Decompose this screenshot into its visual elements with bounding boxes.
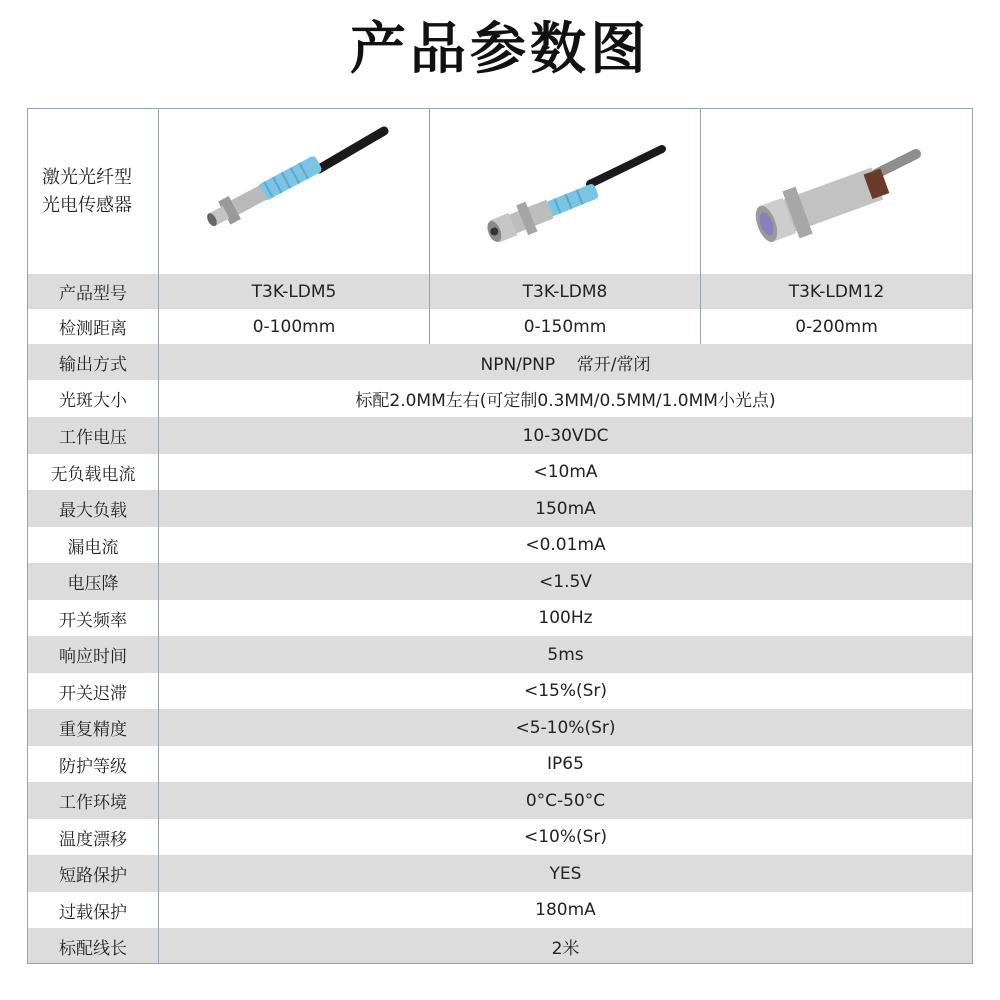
- spec-row: [28, 417, 972, 454]
- spec-row: [28, 855, 972, 892]
- model-row: [28, 274, 972, 309]
- spec-row: [28, 928, 972, 964]
- sensor-type-label: [28, 109, 159, 274]
- spec-label: 响应时间: [28, 636, 159, 673]
- spec-label: 温度漂移: [28, 819, 159, 855]
- spec-row: [28, 563, 972, 600]
- spec-value: 100Hz: [538, 608, 593, 628]
- range-label: 检测距离: [28, 309, 159, 344]
- spec-row: [28, 746, 972, 782]
- model-value-2: T3K-LDM8: [430, 274, 701, 309]
- sensor-m5-image: [159, 109, 430, 274]
- model-value-1: T3K-LDM5: [159, 274, 430, 309]
- spec-row: [28, 709, 972, 746]
- spec-label: 标配线长: [28, 928, 159, 964]
- model-label: 产品型号: [28, 274, 159, 309]
- spec-value: <1.5V: [539, 571, 592, 592]
- spec-value: 2米: [551, 938, 580, 959]
- range-value-3: 0-200mm: [795, 316, 878, 337]
- spec-value: <15%(Sr): [523, 681, 608, 701]
- spec-row: [28, 454, 972, 490]
- spec-label: 输出方式: [28, 344, 159, 380]
- spec-value: 150mA: [535, 498, 596, 519]
- sensor-type-line-2: 光电传感器: [42, 194, 132, 216]
- spec-label: 无负载电流: [28, 454, 159, 490]
- spec-value: 0°C-50°C: [525, 790, 606, 811]
- spec-row: [28, 782, 972, 819]
- spec-value: <0.01mA: [525, 535, 606, 555]
- spec-value: 180mA: [535, 900, 596, 920]
- spec-label: 工作环境: [28, 782, 159, 819]
- range-value-1: 0-100mm: [159, 309, 430, 344]
- range-value-2: 0-150mm: [430, 309, 701, 344]
- spec-label: 重复精度: [28, 709, 159, 746]
- spec-label: 开关迟滞: [28, 673, 159, 709]
- spec-label: 最大负载: [28, 490, 159, 527]
- spec-label: 过载保护: [28, 892, 159, 928]
- spec-label: 防护等级: [28, 746, 159, 782]
- spec-row: [28, 380, 972, 417]
- spec-value: NPN/PNP 常开/常闭: [480, 354, 651, 375]
- spec-row: [28, 490, 972, 527]
- spec-value: 5ms: [547, 644, 584, 665]
- spec-row: [28, 600, 972, 636]
- sensor-m8-image: [430, 109, 701, 274]
- sensor-type-line-1: 激光光纤型: [42, 166, 132, 188]
- spec-table: [27, 108, 973, 964]
- spec-row: [28, 892, 972, 928]
- spec-value: <5-10%(Sr): [515, 717, 616, 738]
- spec-row: [28, 527, 972, 563]
- spec-value: <10mA: [533, 462, 598, 482]
- spec-label: 短路保护: [28, 855, 159, 892]
- spec-label: 工作电压: [28, 417, 159, 454]
- model-value-3: T3K-LDM12: [788, 281, 885, 302]
- spec-label: 电压降: [28, 563, 159, 600]
- spec-row: [28, 819, 972, 855]
- spec-value: IP65: [547, 754, 584, 774]
- image-row: [28, 109, 972, 274]
- range-row: [28, 309, 972, 344]
- spec-label: 开关频率: [28, 600, 159, 636]
- spec-value: YES: [549, 863, 582, 884]
- spec-value: <10%(Sr): [523, 827, 608, 847]
- spec-value: 10-30VDC: [522, 425, 609, 446]
- page-title: 产品参数图: [350, 17, 650, 82]
- spec-row: [28, 344, 972, 380]
- spec-value: 标配2.0MM左右(可定制0.3MM/0.5MM/1.0MM小光点): [355, 391, 776, 411]
- spec-label: 漏电流: [28, 527, 159, 563]
- spec-label: 光斑大小: [28, 380, 159, 417]
- spec-row: [28, 636, 972, 673]
- spec-row: [28, 673, 972, 709]
- sensor-m12-image: [701, 109, 972, 274]
